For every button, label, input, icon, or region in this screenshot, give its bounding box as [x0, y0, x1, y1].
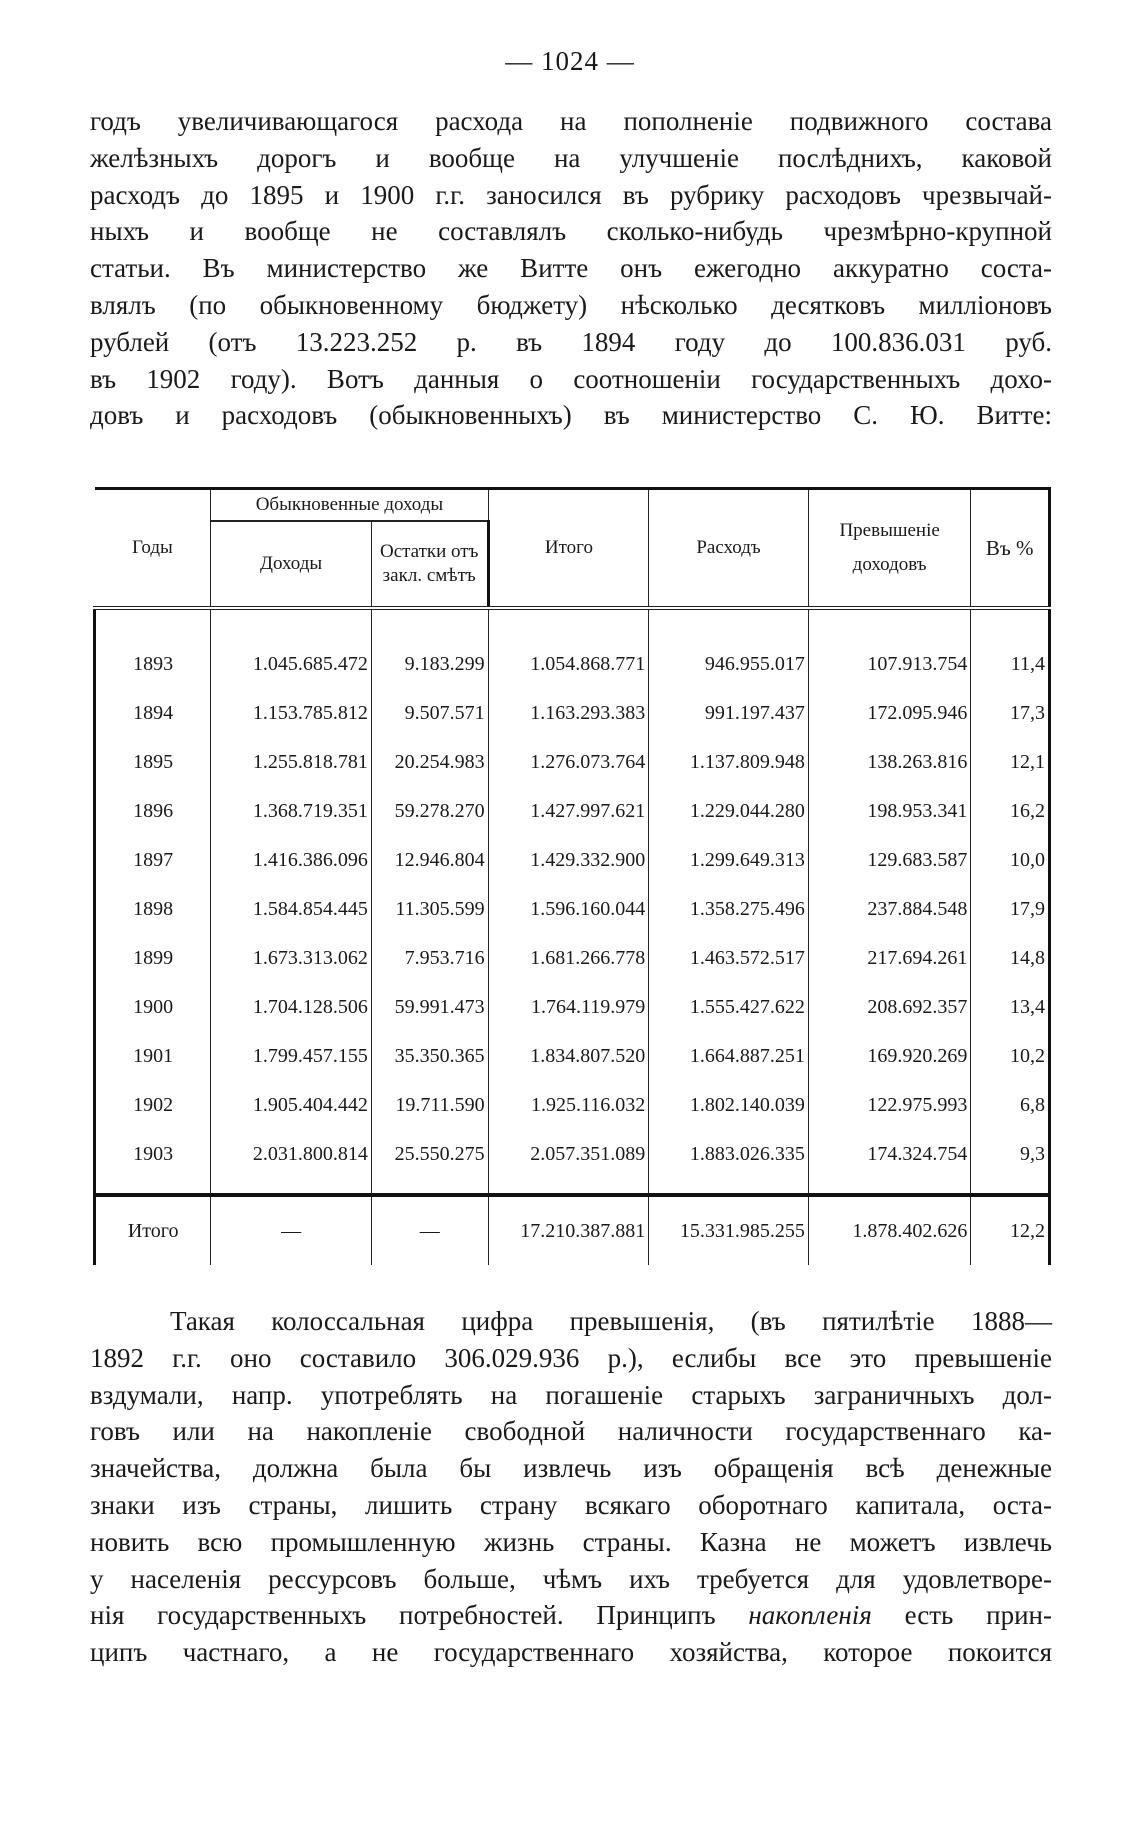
header-surplus: Превышеніе доходовъ — [808, 489, 971, 609]
spacer-cell — [971, 1179, 1050, 1195]
text-line: у населенія рессурсовъ больше, чѣмъ ихъ требуется для удовлетворе- — [90, 1563, 1052, 1594]
header-income: Доходы — [211, 521, 372, 608]
italic-emphasis: накопленія — [748, 1600, 872, 1631]
header-ordinary-income: Обыкновенные доходы — [211, 489, 488, 522]
spacer-cell — [371, 1179, 488, 1195]
cell-year: 1895 — [95, 738, 211, 787]
budget-table — [93, 487, 1051, 1265]
text-segment: нія государственныхъ потребностей. Принципъ — [90, 1600, 716, 1631]
total-cell-year: Итого — [95, 1195, 211, 1265]
header-year: Годы — [95, 489, 211, 609]
text-line: 1892 г.г. оно составило 306.029.936 р.), еслибы все это превышеніе — [90, 1342, 1052, 1373]
cell-income: 1.673.313.062 — [211, 934, 372, 983]
cell-expense: 1.229.044.280 — [649, 787, 809, 836]
cell-percent: 12,1 — [971, 738, 1050, 787]
spacer-row — [95, 1179, 1050, 1195]
text-line: желѣзныхъ дорогъ и вообще на улучшеніе послѣднихъ, каковой — [90, 142, 1052, 173]
text-line-mixed — [90, 1597, 1052, 1634]
cell-income: 1.368.719.351 — [211, 787, 372, 836]
spacer-cell — [95, 1179, 211, 1195]
table-row — [95, 1032, 1050, 1081]
total-cell-remainders: — — [371, 1195, 488, 1265]
total-cell-expense: 15.331.985.255 — [649, 1195, 809, 1265]
cell-remainders: 25.550.275 — [371, 1130, 488, 1179]
cell-total: 1.596.160.044 — [488, 885, 649, 934]
cell-income: 1.045.685.472 — [211, 608, 372, 689]
cell-percent: 11,4 — [971, 608, 1050, 689]
text-segment: есть прин- — [904, 1600, 1052, 1631]
header-remainders: Остатки отъ закл. смѣтъ — [371, 521, 488, 608]
total-row — [95, 1195, 1050, 1265]
cell-remainders: 12.946.804 — [371, 836, 488, 885]
spacer-cell — [488, 1179, 649, 1195]
text-line: Такая колоссальная цифра превышенія, (въ пятилѣтіе 1888— — [170, 1306, 1052, 1336]
cell-surplus: 138.263.816 — [808, 738, 971, 787]
cell-year: 1898 — [95, 885, 211, 934]
cell-expense: 991.197.437 — [649, 689, 809, 738]
cell-expense: 1.664.887.251 — [649, 1032, 809, 1081]
total-cell-total: 17.210.387.881 — [488, 1195, 649, 1265]
cell-year: 1901 — [95, 1032, 211, 1081]
text-line: ныхъ и вообще не составлялъ сколько-нибудь чрезмѣрно-крупной — [90, 216, 1052, 247]
table-row — [95, 738, 1050, 787]
cell-surplus: 107.913.754 — [808, 608, 971, 689]
cell-income: 1.255.818.781 — [211, 738, 372, 787]
table-row — [95, 608, 1050, 689]
cell-remainders: 20.254.983 — [371, 738, 488, 787]
cell-income: 1.153.785.812 — [211, 689, 372, 738]
cell-percent: 17,9 — [971, 885, 1050, 934]
cell-surplus: 172.095.946 — [808, 689, 971, 738]
cell-expense: 1.463.572.517 — [649, 934, 809, 983]
cell-remainders: 11.305.599 — [371, 885, 488, 934]
cell-income: 1.905.404.442 — [211, 1081, 372, 1130]
text-line: влялъ (по обыкновенному бюджету) нѣсколько десятковъ милліоновъ — [90, 289, 1052, 320]
cell-expense: 1.137.809.948 — [649, 738, 809, 787]
cell-surplus: 174.324.754 — [808, 1130, 971, 1179]
cell-expense: 1.555.427.622 — [649, 983, 809, 1032]
cell-surplus: 217.694.261 — [808, 934, 971, 983]
cell-percent: 9,3 — [971, 1130, 1050, 1179]
text-line: статьи. Въ министерство же Витте онъ ежегодно аккуратно соста- — [90, 253, 1052, 284]
cell-year: 1896 — [95, 787, 211, 836]
cell-surplus: 198.953.341 — [808, 787, 971, 836]
cell-year: 1899 — [95, 934, 211, 983]
text-line: въ 1902 году). Вотъ данныя о соотношеніи государственныхъ дохо- — [90, 363, 1052, 394]
table-row — [95, 934, 1050, 983]
text-line: значейства, должна была бы извлечь изъ обращенія всѣ денежные — [90, 1453, 1052, 1484]
total-cell-percent: 12,2 — [971, 1195, 1050, 1265]
cell-surplus: 208.692.357 — [808, 983, 971, 1032]
cell-remainders: 19.711.590 — [371, 1081, 488, 1130]
text-line: ципъ частнаго, а не государственнаго хозяйства, которое покоится — [90, 1637, 1052, 1668]
header-expense: Расходъ — [649, 489, 809, 609]
cell-surplus: 129.683.587 — [808, 836, 971, 885]
cell-total: 1.834.807.520 — [488, 1032, 649, 1081]
cell-year: 1893 — [95, 608, 211, 689]
cell-percent: 13,4 — [971, 983, 1050, 1032]
spacer-cell — [649, 1179, 809, 1195]
cell-percent: 16,2 — [971, 787, 1050, 836]
page-number: — 1024 — — [505, 46, 635, 76]
cell-expense: 1.883.026.335 — [649, 1130, 809, 1179]
cell-total: 1.054.868.771 — [488, 608, 649, 689]
text-line: вздумали, напр. употреблять на погашеніе старыхъ заграничныхъ дол- — [90, 1379, 1052, 1410]
cell-income: 1.799.457.155 — [211, 1032, 372, 1081]
cell-total: 1.429.332.900 — [488, 836, 649, 885]
text-line: годъ увеличивающагося расхода на пополненіе подвижного состава — [90, 106, 1052, 136]
cell-surplus: 169.920.269 — [808, 1032, 971, 1081]
cell-surplus: 122.975.993 — [808, 1081, 971, 1130]
cell-expense: 1.358.275.496 — [649, 885, 809, 934]
cell-percent: 17,3 — [971, 689, 1050, 738]
table-row — [95, 689, 1050, 738]
cell-total: 1.163.293.383 — [488, 689, 649, 738]
spacer-cell — [808, 1179, 971, 1195]
cell-total: 1.427.997.621 — [488, 787, 649, 836]
cell-total: 1.681.266.778 — [488, 934, 649, 983]
cell-expense: 1.802.140.039 — [649, 1081, 809, 1130]
text-line: новить всю промышленную жизнь страны. Казна не можетъ извлечь — [90, 1526, 1052, 1557]
cell-year: 1902 — [95, 1081, 211, 1130]
cell-expense: 946.955.017 — [649, 608, 809, 689]
table-row — [95, 787, 1050, 836]
cell-total: 2.057.351.089 — [488, 1130, 649, 1179]
cell-year: 1894 — [95, 689, 211, 738]
cell-remainders: 59.278.270 — [371, 787, 488, 836]
cell-remainders: 9.507.571 — [371, 689, 488, 738]
text-line: расходъ до 1895 и 1900 г.г. заносился въ рубрику расходовъ чрезвычай- — [90, 179, 1052, 210]
cell-year: 1903 — [95, 1130, 211, 1179]
text-line: говъ или на накопленіе свободной наличности государственнаго ка- — [90, 1416, 1052, 1447]
cell-percent: 10,2 — [971, 1032, 1050, 1081]
table-row — [95, 885, 1050, 934]
total-cell-income: — — [211, 1195, 372, 1265]
table-row — [95, 836, 1050, 885]
header-percent: Въ % — [971, 489, 1050, 609]
table-row — [95, 1130, 1050, 1179]
cell-total: 1.764.119.979 — [488, 983, 649, 1032]
cell-total: 1.925.116.032 — [488, 1081, 649, 1130]
spacer-cell — [211, 1179, 372, 1195]
paragraph-conclusion — [90, 1303, 1052, 1671]
cell-income: 1.584.854.445 — [211, 885, 372, 934]
cell-year: 1897 — [95, 836, 211, 885]
text-line: знаки изъ страны, лишить страну всякаго оборотнаго капитала, оста- — [90, 1489, 1052, 1520]
cell-year: 1900 — [95, 983, 211, 1032]
cell-percent: 14,8 — [971, 934, 1050, 983]
cell-total: 1.276.073.764 — [488, 738, 649, 787]
header-total: Итого — [488, 489, 649, 609]
text-line: рублей (отъ 13.223.252 р. въ 1894 году до 100.836.031 руб. — [90, 326, 1052, 357]
total-cell-surplus: 1.878.402.626 — [808, 1195, 971, 1265]
cell-remainders: 35.350.365 — [371, 1032, 488, 1081]
cell-remainders: 9.183.299 — [371, 608, 488, 689]
text-line: довъ и расходовъ (обыкновенныхъ) въ министерство С. Ю. Витте: — [90, 400, 1052, 431]
cell-income: 1.416.386.096 — [211, 836, 372, 885]
cell-expense: 1.299.649.313 — [649, 836, 809, 885]
cell-income: 1.704.128.506 — [211, 983, 372, 1032]
cell-percent: 10,0 — [971, 836, 1050, 885]
table-row — [95, 983, 1050, 1032]
cell-surplus: 237.884.548 — [808, 885, 971, 934]
cell-remainders: 59.991.473 — [371, 983, 488, 1032]
cell-remainders: 7.953.716 — [371, 934, 488, 983]
paragraph-intro — [90, 103, 1052, 434]
cell-income: 2.031.800.814 — [211, 1130, 372, 1179]
table-row — [95, 1081, 1050, 1130]
cell-percent: 6,8 — [971, 1081, 1050, 1130]
